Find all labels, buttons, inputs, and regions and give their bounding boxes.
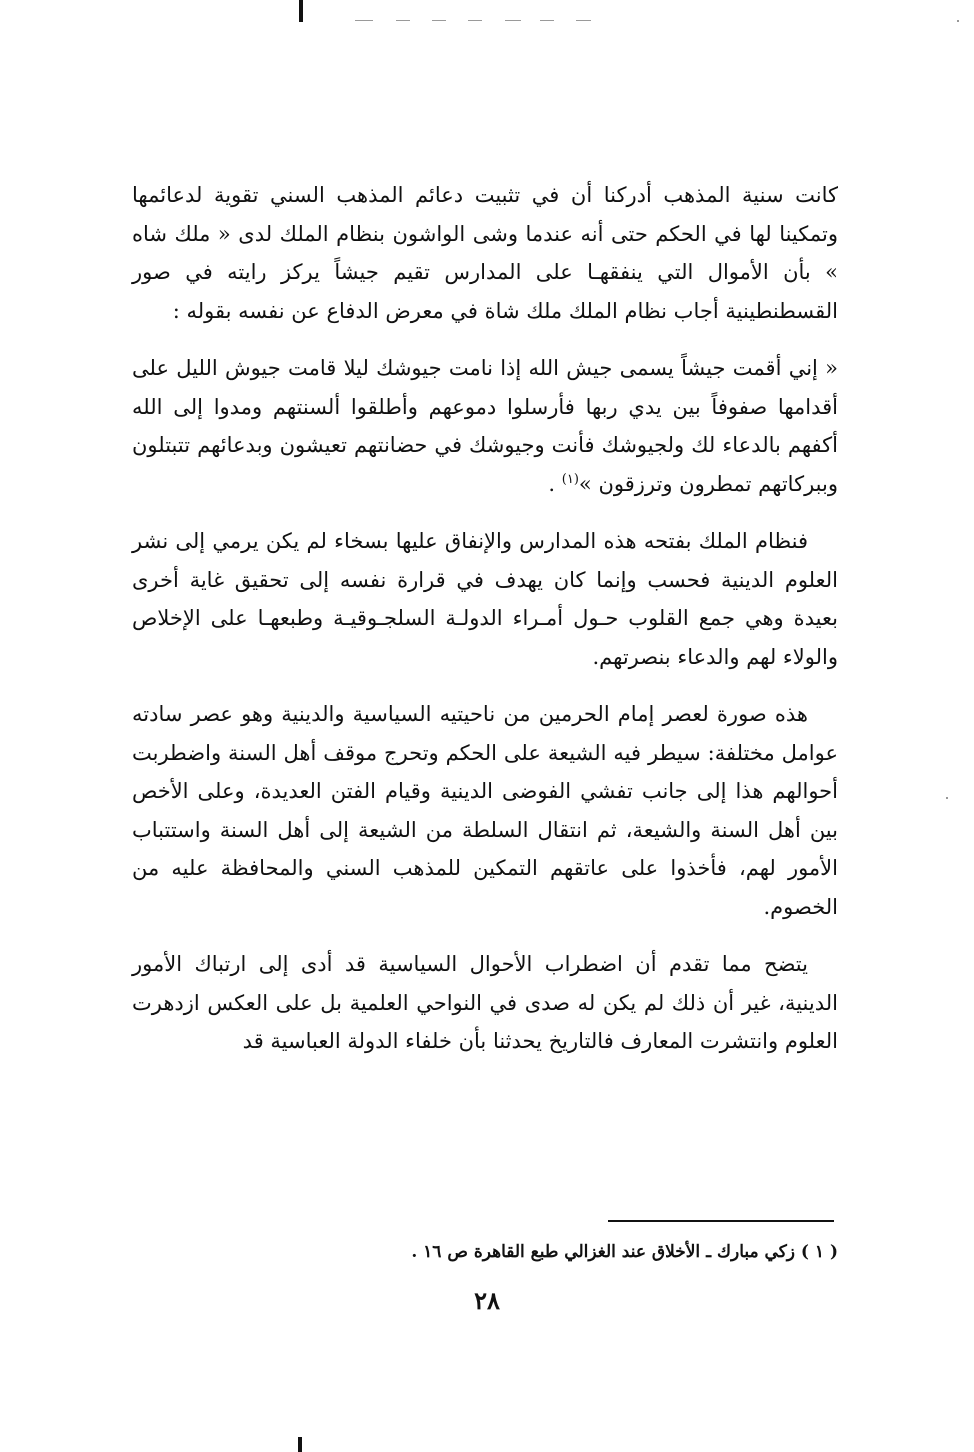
scan-artifact bbox=[355, 20, 373, 21]
scan-artifact bbox=[576, 20, 591, 21]
scan-mark-top bbox=[299, 0, 303, 22]
scan-artifact bbox=[396, 20, 410, 21]
footnote-separator bbox=[608, 1220, 834, 1222]
footnote: ( ١ ) زكي مبارك ـ الأخلاق عند الغزالي طبع القاهرة ص ١٦ . bbox=[411, 1242, 838, 1262]
body-text bbox=[132, 176, 838, 1080]
paragraph-5: يتضح مما تقدم أن اضطراب الأحوال السياسية قد أدى إلى ارتباك الأمور الدينية، غير أن ذلك لم يكن له صدى في النواحي العلمية بل على العكس ازدهرت العلوم وانتشرت المعارف فالتاريخ يحدثنا بأن خلفاء الدولة العباسية قد bbox=[132, 952, 838, 1053]
footnote-reference: (١) bbox=[561, 471, 579, 487]
scan-mark-bottom bbox=[298, 1437, 302, 1452]
scan-artifact bbox=[505, 20, 521, 21]
paragraph-3: فنظام الملك بفتحه هذه المدارس والإنفاق عليها بسخاء لم يكن يرمي إلى نشر العلوم الدينية فحسب وإنما كان يهدف في قرارة نفسه إلى تحقيق غاية أخرى بعيدة وهي جمع القلوب حـول أمـراء الدولـة السلجـوقيـة وطبعهـا على الإخلاص والولاء لهم والدعاء بنصرتهم. bbox=[132, 529, 838, 669]
quote-paragraph bbox=[132, 349, 838, 503]
scan-artifact bbox=[540, 20, 554, 21]
paragraph-4: هذه صورة لعصر إمام الحرمين من ناحيتيه السياسية والدينية وهو عصر سادته عوامل مختلفة: سيطر فيه الشيعة على الحكم وتحرج موقف أهل السنة واضطربت أحوالهم هذا إلى جانب تفشي الفوضى الدينية وقيام الفتن العديدة، وعلى الأخص بين أهل السنة والشيعة، ثم انتقال السلطة من الشيعة إلى أهل السنة واستتباب الأمور لهم، فأخذوا على عاتقهم التمكين للمذهب السني والمحافظة عليه من الخصوم. bbox=[132, 702, 838, 919]
paragraph-1: كانت سنية المذهب أدركنا أن في تثبيت دعائم المذهب السني تقوية لدعائمها وتمكينا لها في الحكم حتى أنه عندما وشى الواشون بنظام الملك لدى « ملك شاه » بأن الأموال التي ينفقهـا على المدارس تقيم جيشاً يركز رايته في صور القسطنطينية أجاب نظام الملك ملك شاة في معرض الدفاع عن نفسه بقوله : bbox=[132, 183, 838, 323]
page-number: ٢٨ bbox=[474, 1286, 500, 1315]
scan-artifact bbox=[432, 20, 446, 21]
scan-artifact bbox=[957, 20, 959, 22]
scan-artifact bbox=[468, 20, 482, 21]
scan-artifact bbox=[946, 797, 948, 799]
quote-end-mark: . bbox=[548, 471, 562, 496]
quote-text: « إني أقمت جيشاً يسمى جيش الله إذا نامت جيوشك ليلا قامت جيوش الليل على أقدامها صفوفاً بين يدي ربها فأرسلوا دموعهم وأطلقوا ألسنتهم ومدوا إلى الله أكفهم بالدعاء لك ولجيوشك فأنت وجيوشك في حضانتهم تعيشون وبدعائهم تتبتلون وببركاتهم تمطرون وترزقون » bbox=[132, 356, 838, 496]
